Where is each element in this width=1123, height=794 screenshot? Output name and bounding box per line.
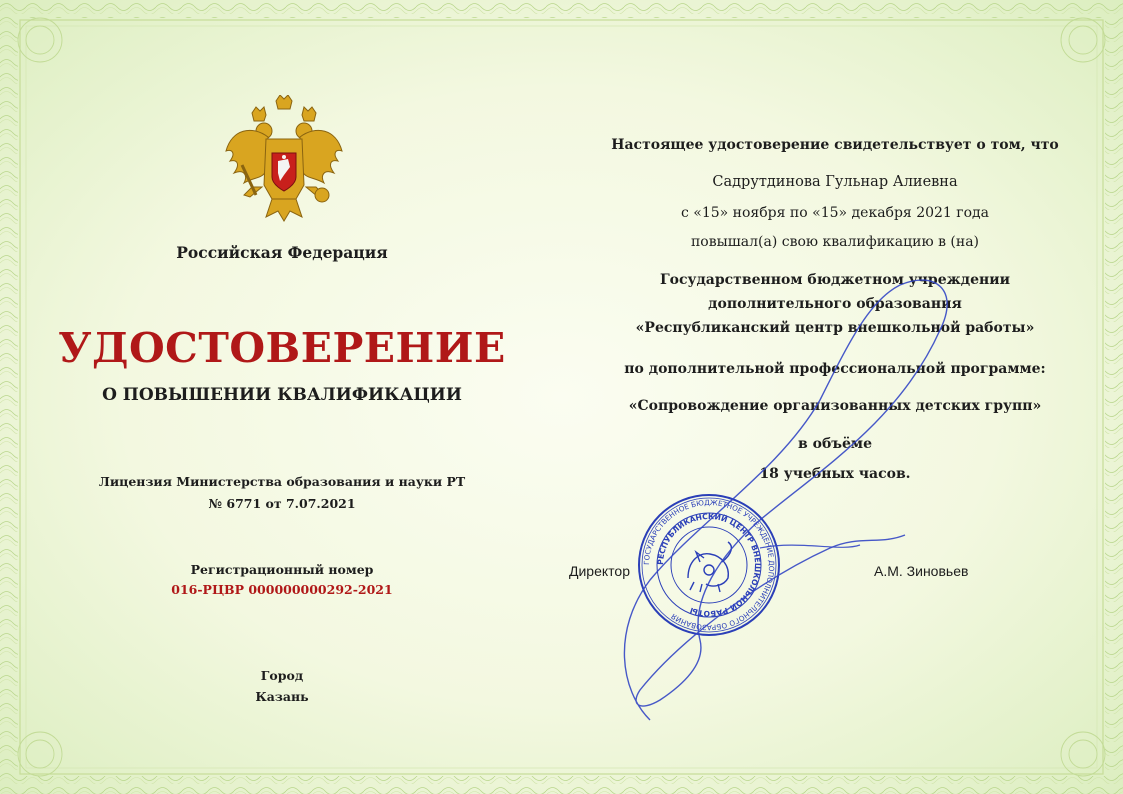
license-line-1: Лицензия Министерства образования и науки РТ <box>98 474 466 489</box>
registration-label: Регистрационный номер <box>190 562 374 577</box>
program-intro: по дополнительной профессиональной программе: <box>624 361 1046 377</box>
city-name: Казань <box>255 689 309 704</box>
document-title: УДОСТОВЕРЕНИЕ <box>58 324 506 372</box>
stamp-outer-text: ГОСУДАРСТВЕННОЕ БЮДЖЕТНОЕ УЧРЕЖДЕНИЕ ДОПОЛНИТЕЛЬНОГО ОБРАЗОВАНИЯ <box>641 497 777 633</box>
director-name: А.М. Зиновьев <box>874 563 969 579</box>
official-stamp <box>636 492 782 638</box>
license-line-2: № 6771 от 7.07.2021 <box>208 496 356 511</box>
program-name: «Сопровождение организованных детских групп» <box>628 398 1042 414</box>
coat-of-arms-emblem <box>222 95 346 223</box>
hours-count: 18 учебных часов. <box>759 466 911 482</box>
director-label: Директор <box>569 563 630 579</box>
organization-line-2: дополнительного образования <box>708 296 962 312</box>
document-subtitle: О ПОВЫШЕНИИ КВАЛИФИКАЦИИ <box>102 385 462 405</box>
city-label: Город <box>260 668 304 683</box>
qualified-text: повышал(а) свою квалификацию в (на) <box>690 234 980 250</box>
organization-line-1: Государственном бюджетном учреждении <box>659 272 1011 288</box>
stamp-inner-text: РЕСПУБЛИКАНСКИЙ ЦЕНТР ВНЕШКОЛЬНОЙ РАБОТЫ <box>655 511 763 619</box>
training-period: с «15» ноября по «15» декабря 2021 года <box>680 205 990 221</box>
volume-intro: в объёме <box>798 436 872 452</box>
registration-number: 016-РЦВР 000000000292-2021 <box>171 582 393 597</box>
country-name: Российская Федерация <box>176 243 388 262</box>
recipient-name: Садрутдинова Гульнар Алиевна <box>712 174 958 190</box>
organization-line-3: «Республиканский центр внешкольной работы» <box>635 320 1035 336</box>
intro-text: Настоящее удостоверение свидетельствует о том, что <box>611 137 1059 153</box>
